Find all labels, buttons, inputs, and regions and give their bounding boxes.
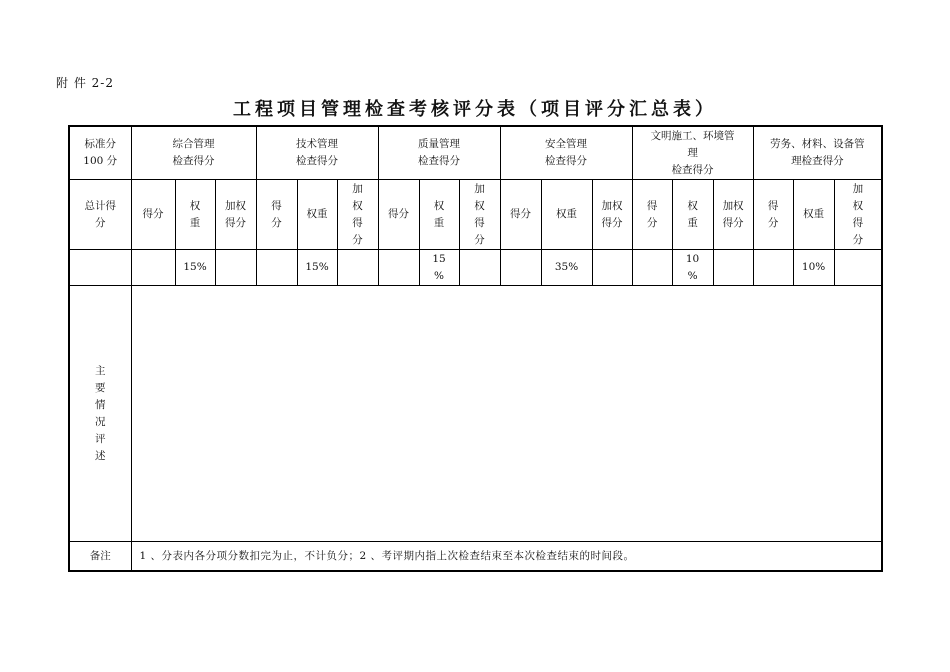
weight-cell [419,250,459,286]
weight-cell [713,250,753,286]
cell-text-line: 权 [474,199,485,212]
weight-cell [793,250,834,286]
cell-text-line: 重 [687,216,698,229]
page-title: 工程项目管理检查考核评分表（项目评分汇总表） [233,99,717,120]
weight-cell [632,250,672,286]
cell-text-line: 要 [95,381,106,394]
sub-cell [592,180,632,250]
group-name: 技术管理 [296,138,339,150]
sub-cell [378,180,419,250]
cell-text-line: 15% [305,261,329,273]
cell-text-line: 权重 [306,208,328,220]
cell-text-line: 分 [767,216,779,229]
main-review-label [69,286,131,542]
weight-cell [592,250,632,286]
note-text: 1 、分表内各分项分数扣完为止，不计负分；2 、考评期内指上次检查结束至本次检查结束的时间段。 [131,542,882,572]
cell-text-line: 得 [767,199,779,212]
weight-cell [753,250,793,286]
cell-text-line: 加权 [722,199,744,212]
group-sub: 检查得分 [418,155,461,167]
sub-cell [459,180,500,250]
sub-cell [793,180,834,250]
cell-text-line: % [434,269,445,282]
note-label: 备注 [69,542,131,572]
cell-text-line: 分 [646,216,658,229]
group-labor-material-equipment [753,126,882,180]
group-sub: 检查得分 [296,155,339,167]
cell-text-line: 得分 [225,216,246,229]
total-score-cell [69,180,131,250]
weight-cell [215,250,256,286]
weight-cell [337,250,378,286]
cell-text-line: 况 [95,415,106,428]
cell-text-line: 分 [271,216,282,229]
cell-text-line: % [687,269,698,282]
sub-cell [297,180,337,250]
weight-cell [459,250,500,286]
group-safety [500,126,632,180]
note-row [69,542,882,572]
weight-cell [131,250,175,286]
cell-text-line: 权 [687,199,698,212]
cell-text-line: 权重 [803,208,825,220]
cell-text-line: 得分 [388,208,410,220]
group-name: 综合管理 [172,138,215,150]
sub-cell [541,180,592,250]
attachment-label: 附 件 2-2 [56,76,114,90]
sub-cell [256,180,297,250]
cell-text-line: 得 [352,216,363,229]
standard-label: 标准分 [84,138,116,150]
cell-text-line: 得 [474,216,485,229]
cell-text-line: 分 [852,233,864,246]
cell-text-line: 加 [852,182,864,195]
weight-cell [500,250,541,286]
cell-text-line: 得分 [510,208,532,220]
group-sub: 检查得分 [172,155,215,167]
cell-text-line: 得 [271,199,282,212]
score-table [68,125,883,572]
weight-row [69,250,882,286]
cell-text-line: 10% [801,261,826,273]
group-general [131,126,256,180]
cell-text-line: 加 [352,182,363,195]
sub-cell [672,180,713,250]
cell-text-line: 加 [474,182,485,195]
cell-text-line: 10 [685,252,700,265]
cell-text-line: 35% [554,261,579,273]
cell-text-line: 权重 [556,208,578,220]
weight-cell [378,250,419,286]
weight-cell [834,250,882,286]
group-name: 质量管理 [418,138,461,150]
group-name: 劳务、材料、设备管 [770,138,865,150]
cell-text-line: 15% [183,261,207,273]
cell-text-line: 情 [95,398,106,411]
cell-text-line: 权 [852,199,864,212]
sub-cell [713,180,753,250]
group-civilized-construction [632,126,753,180]
cell-text-line: 分 [474,233,485,246]
standard-value: 100 分 [83,155,118,167]
weight-total-cell [69,250,131,286]
sub-cell [337,180,378,250]
sub-cell [834,180,882,250]
cell-text-line: 得分 [601,216,623,229]
sub-cell [632,180,672,250]
header-row [69,126,882,180]
cell-text-line: 得 [852,216,864,229]
group-sub: 检查得分 [671,163,714,176]
cell-text-line: 权 [189,199,201,212]
main-review-row [69,286,882,542]
weight-cell [256,250,297,286]
cell-text-line: 加权 [601,199,623,212]
cell-text-line: 权 [352,199,363,212]
main-review-content[interactable] [131,286,882,542]
cell-text-line: 评 [95,432,106,445]
group-quality [378,126,500,180]
sub-cell [175,180,215,250]
cell-text-line: 加权 [225,199,246,212]
sub-cell [419,180,459,250]
weight-cell [672,250,713,286]
sub-cell [131,180,175,250]
weight-cell [297,250,337,286]
group-name: 安全管理 [545,138,588,150]
cell-text-line: 得 [646,199,658,212]
total-label: 总计得 [84,199,116,212]
cell-text-line: 得分 [722,216,744,229]
cell-text-line: 主 [95,364,106,377]
sub-cell [753,180,793,250]
group-sub: 检查得分 [545,155,588,167]
weight-cell [541,250,592,286]
group-sub: 理检查得分 [791,155,844,167]
cell-text-line: 权 [433,199,445,212]
weight-cell [175,250,215,286]
group-name-cont: 理 [687,146,698,159]
total-label-cont: 分 [95,216,106,229]
group-technical [256,126,378,180]
standard-score-cell [69,126,131,180]
cell-text-line: 重 [433,216,445,229]
subheader-row [69,180,882,250]
sub-cell [500,180,541,250]
sub-cell [215,180,256,250]
cell-text-line: 15 [432,252,446,265]
cell-text-line: 述 [95,449,106,462]
cell-text-line: 分 [352,233,363,246]
cell-text-line: 得分 [142,208,164,220]
cell-text-line: 重 [189,216,201,229]
group-name: 文明施工、环境管 [650,129,735,142]
